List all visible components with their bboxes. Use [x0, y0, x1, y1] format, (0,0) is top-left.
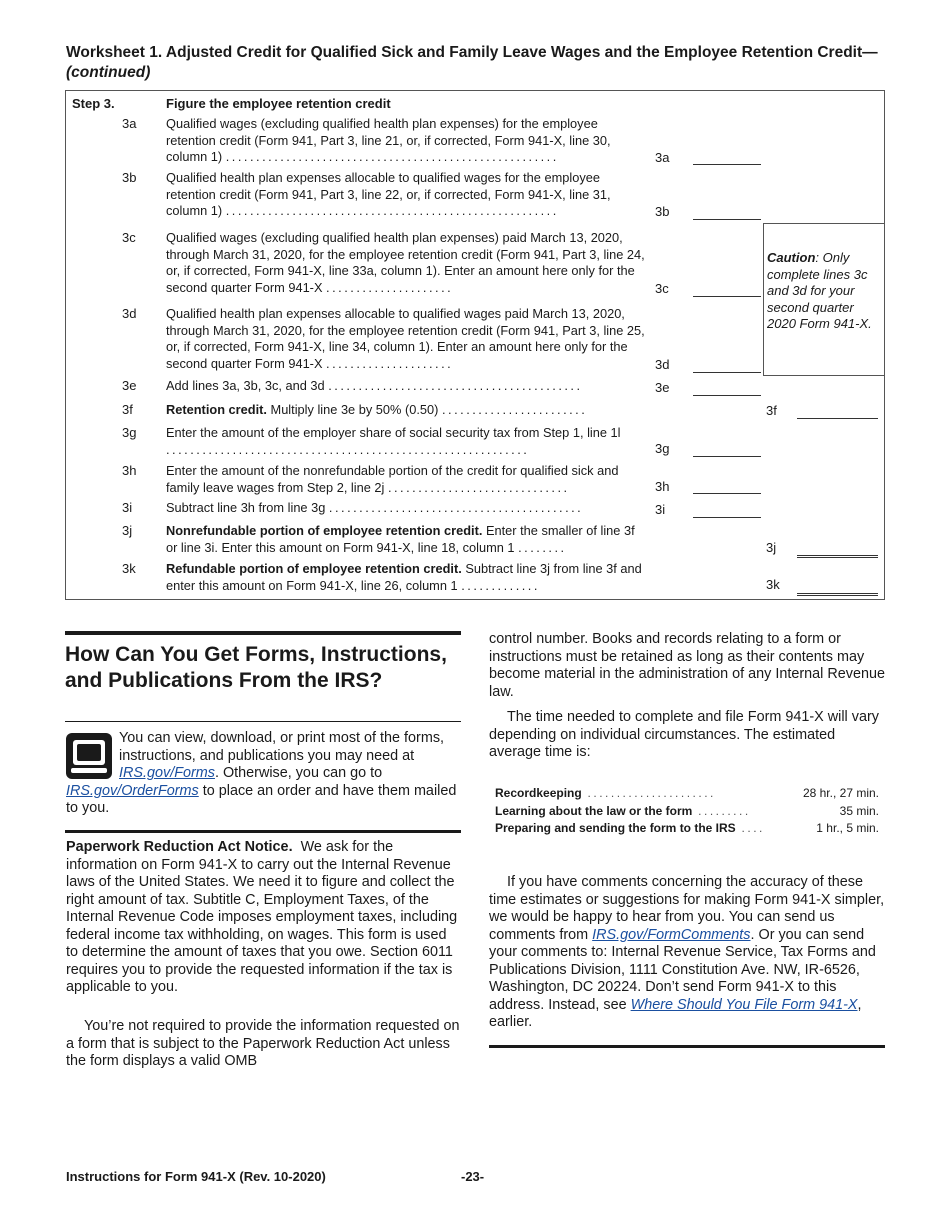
line-ref-3h: 3h	[655, 479, 670, 494]
line-ref-3j: 3j	[766, 540, 777, 555]
paperwork-paragraph-1: Paperwork Reduction Act Notice. We ask for the information on Form 941-X to carry out the Internal Revenue laws of the United States. We need it to figure and collect the right amount of tax. Subtitle C, Employment Taxes, of the Internal Revenue Code imposes employment taxes, including federal income tax withholding, on wages. This form is used to determine the amount of taxes that you owe. Section 6011 requires you to provide the requested information if the tax is applicable to you.	[66, 839, 458, 995]
time-row-preparing: Preparing and sending the form to the IRS .... 1 hr., 5 min.	[495, 821, 879, 835]
line-id-3d: 3d	[122, 306, 137, 321]
line-text-3k: Refundable portion of employee retention credit. Subtract line 3j from line 3f and enter this amount on Form 941-X, line 26, column 1 .............	[166, 561, 642, 593]
line-id-3b: 3b	[122, 170, 137, 185]
form-comments-link[interactable]: IRS.gov/FormComments	[592, 926, 751, 943]
forms-paragraph: You can view, download, or print most of the forms, instructions, and publications you may need at IRS.gov/Forms. Otherwise, you can go to IRS.gov/OrderForms to place an order and have them mailed to you.	[66, 730, 457, 816]
worksheet-title: Worksheet 1. Adjusted Credit for Qualified Sick and Family Leave Wages and the Employee Retention Credit—(continued)	[66, 44, 878, 81]
line-ref-3c: 3c	[655, 281, 669, 296]
paperwork-paragraph-2: You’re not required to provide the information requested on a form that is subject to the Paperwork Reduction Act unless the form displays a valid OMB	[66, 1018, 460, 1069]
line-ref-3a: 3a	[655, 150, 670, 165]
time-estimates-table	[495, 785, 879, 838]
time-row-learning: Learning about the law or the form ......... 35 min.	[495, 803, 879, 818]
answer-field-3b[interactable]	[693, 218, 761, 220]
step-title: Figure the employee retention credit	[166, 96, 391, 111]
answer-field-3e[interactable]	[693, 394, 761, 396]
line-ref-3k: 3k	[766, 577, 780, 592]
answer-field-3k[interactable]	[797, 591, 878, 596]
where-to-file-link[interactable]: Where Should You File Form 941-X	[630, 996, 858, 1013]
line-ref-3d: 3d	[655, 357, 670, 372]
line-id-3g: 3g	[122, 425, 137, 440]
line-id-3k: 3k	[122, 561, 136, 576]
heading-divider	[65, 721, 461, 722]
line-id-3c: 3c	[122, 230, 136, 245]
time-row-recordkeeping: Recordkeeping ...................... 28 hr., 27 min.	[495, 786, 879, 800]
page-number: -23-	[461, 1169, 485, 1184]
line-text-3j: Nonrefundable portion of employee retention credit. Enter the smaller of line 3f or line 3i. Enter this amount on Form 941-X, line 18, column 1 ........	[166, 523, 635, 555]
line-text-3i: Subtract line 3h from line 3g ..........................................	[166, 500, 584, 515]
answer-field-3h[interactable]	[693, 492, 761, 494]
step-label: Step 3.	[72, 96, 115, 111]
line-ref-3f: 3f	[766, 403, 777, 418]
irs-forms-link[interactable]: IRS.gov/Forms	[119, 765, 215, 781]
line-ref-3e: 3e	[655, 380, 670, 395]
answer-field-3i[interactable]	[693, 516, 761, 518]
paperwork-paragraph-4: The time needed to complete and file Form 941-X will vary depending on individual circumstances. The estimated average time is:	[489, 709, 879, 760]
line-id-3a: 3a	[122, 116, 137, 131]
answer-field-3d[interactable]	[693, 371, 761, 373]
line-ref-3b: 3b	[655, 204, 670, 219]
line-text-3e: Add lines 3a, 3b, 3c, and 3d ..........................................	[166, 378, 583, 393]
line-id-3e: 3e	[122, 378, 137, 393]
answer-field-3j[interactable]	[797, 553, 878, 558]
line-id-3h: 3h	[122, 463, 137, 478]
line-text-3a: Qualified wages (excluding qualified health plan expenses) for the employee retention credit (Form 941, Part 3, line 21, or, if corrected, Form 941-X, line 30, column 1) .......................................................	[166, 116, 611, 164]
line-text-3d: Qualified health plan expenses allocable to qualified wages paid March 13, 2020, through March 31, 2020, for the employee retention credit (Form 941, Part 3, line 25, or, if corrected, Form 941-X, line 34, column 1). Enter an amount here only for the second quarter Form 941-X .....................	[166, 306, 645, 371]
line-ref-3i: 3i	[655, 502, 666, 517]
order-forms-link[interactable]: IRS.gov/OrderForms	[66, 782, 199, 799]
line-ref-3g: 3g	[655, 441, 670, 456]
line-id-3f: 3f	[122, 402, 133, 417]
footer-title: Instructions for Form 941-X (Rev. 10-2020)	[66, 1169, 326, 1184]
answer-field-3a[interactable]	[693, 163, 761, 165]
line-text-3c: Qualified wages (excluding qualified health plan expenses) paid March 13, 2020, through March 31, 2020, for the employee retention credit (Form 941, Part 3, line 24, or, if corrected, Form 941-X, line 33a, column 1). Enter an amount here only for the second quarter Form 941-X .....................	[166, 230, 645, 295]
answer-field-3g[interactable]	[693, 455, 761, 457]
line-text-3g: Enter the amount of the employer share of social security tax from Step 1, line 1l ............................................................	[166, 425, 621, 457]
line-id-3i: 3i	[122, 500, 133, 515]
comments-paragraph: If you have comments concerning the accuracy of these time estimates or suggestions for making Form 941-X simpler, we would be happy to hear from you. You can send us comments from IRS.gov/FormComments. Or you can send your comments to: Internal Revenue Service, Tax Forms and Publications Division, 1111 Constitution Ave. NW, IR-6526, Washington, DC 20224. Don’t send Form 941-X to this address. Instead, see Where Should You File Form 941-X, earlier.	[489, 874, 885, 1030]
line-text-3f: Retention credit. Multiply line 3e by 50% (0.50) ........................	[166, 402, 588, 417]
forms-heading: How Can You Get Forms, Instructions, and Publications From the IRS?	[65, 643, 447, 692]
line-text-3b: Qualified health plan expenses allocable to qualified wages for the employee retention credit (Form 941, Part 3, line 22, or, if corrected, Form 941-X, line 31, column 1) .......................................................	[166, 170, 611, 218]
section-rule	[65, 631, 461, 635]
answer-field-3c[interactable]	[693, 295, 761, 297]
answer-field-3f[interactable]	[797, 417, 878, 419]
line-id-3j: 3j	[122, 523, 133, 538]
end-rule	[489, 1045, 885, 1048]
section-rule-2	[65, 830, 461, 833]
line-text-3h: Enter the amount of the nonrefundable portion of the credit for qualified sick and family leave wages from Step 2, line 2j ..............................	[166, 463, 619, 495]
caution-note: Caution: Only complete lines 3c and 3d for your second quarter 2020 Form 941-X.	[767, 250, 872, 332]
paperwork-paragraph-3: control number. Books and records relating to a form or instructions must be retained as long as their contents may become material in the administration of any Internal Revenue law.	[489, 631, 885, 700]
